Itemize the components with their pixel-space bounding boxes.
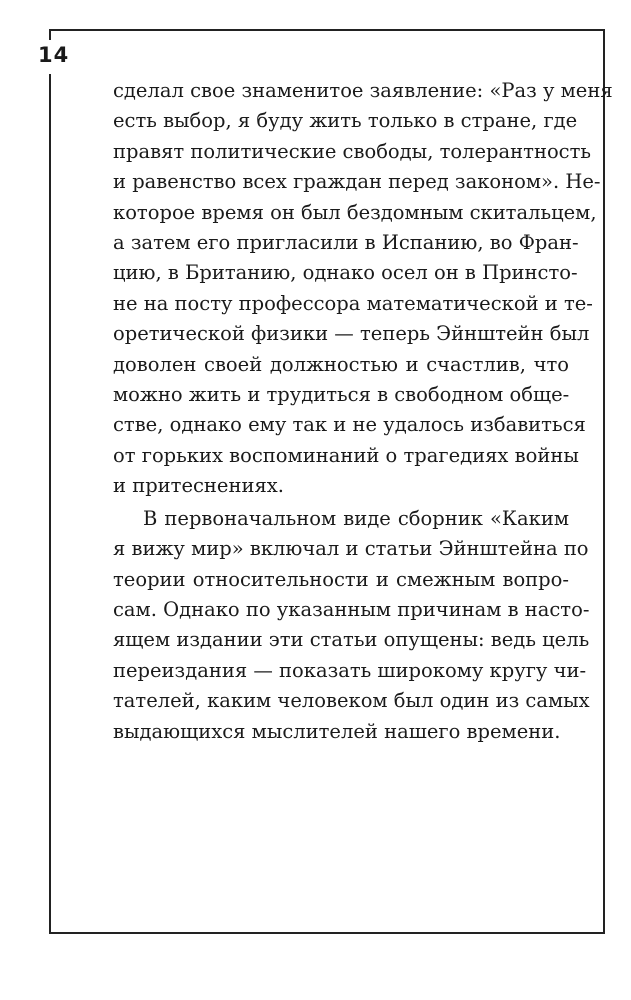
- text-line: от горьких воспоминаний о трагедиях войны: [113, 443, 579, 467]
- text-line: тателей, каким человеком был один из самых: [113, 689, 590, 713]
- text-line: и притеснениях.: [113, 474, 284, 498]
- text-line: сам. Однако по указанным причинам в насто-: [113, 597, 590, 621]
- body-text: [113, 76, 613, 747]
- text-line: есть выбор, я буду жить только в стране, где: [113, 109, 578, 133]
- text-line: я вижу мир» включал и статьи Эйнштейна по: [113, 537, 589, 561]
- page-frame-top-border: [49, 29, 605, 31]
- text-line: цию, в Британию, однако осел он в Принсто-: [113, 261, 578, 285]
- text-line: и равенство всех граждан перед законом». Не-: [113, 170, 601, 194]
- text-line: не на посту профессора математической и те-: [113, 291, 593, 315]
- text-line: переиздания — показать широкому кругу чи-: [113, 658, 587, 682]
- page-frame-bottom-border: [49, 932, 605, 934]
- page-frame-left-border-lower: [49, 74, 51, 934]
- page-number: 14: [38, 43, 70, 67]
- text-line: которое время он был бездомным скитальцем,: [113, 200, 597, 224]
- text-line: можно жить и трудиться в свободном обще-: [113, 383, 570, 407]
- text-line: В первоначальном виде сборник «Каким: [143, 506, 569, 530]
- text-line: сделал свое знаменитое заявление: «Раз у меня: [113, 79, 613, 102]
- paragraph: [113, 76, 613, 502]
- paragraph: [113, 504, 590, 747]
- page-frame-right-border: [603, 29, 605, 934]
- text-line: доволен своей должностью и счастлив, что: [113, 352, 569, 376]
- text-line: выдающихся мыслителей нашего времени.: [113, 719, 561, 743]
- text-line: оретической физики — теперь Эйнштейн был: [113, 322, 590, 346]
- text-line: ящем издании эти статьи опущены: ведь цель: [113, 628, 590, 652]
- text-line: а затем его пригласили в Испанию, во Фран-: [113, 231, 579, 255]
- text-line: стве, однако ему так и не удалось избавиться: [113, 413, 586, 437]
- text-line: правят политические свободы, толерантность: [113, 139, 592, 163]
- text-line: теории относительности и смежным вопро-: [113, 567, 569, 591]
- page-frame-left-border-upper: [49, 29, 51, 40]
